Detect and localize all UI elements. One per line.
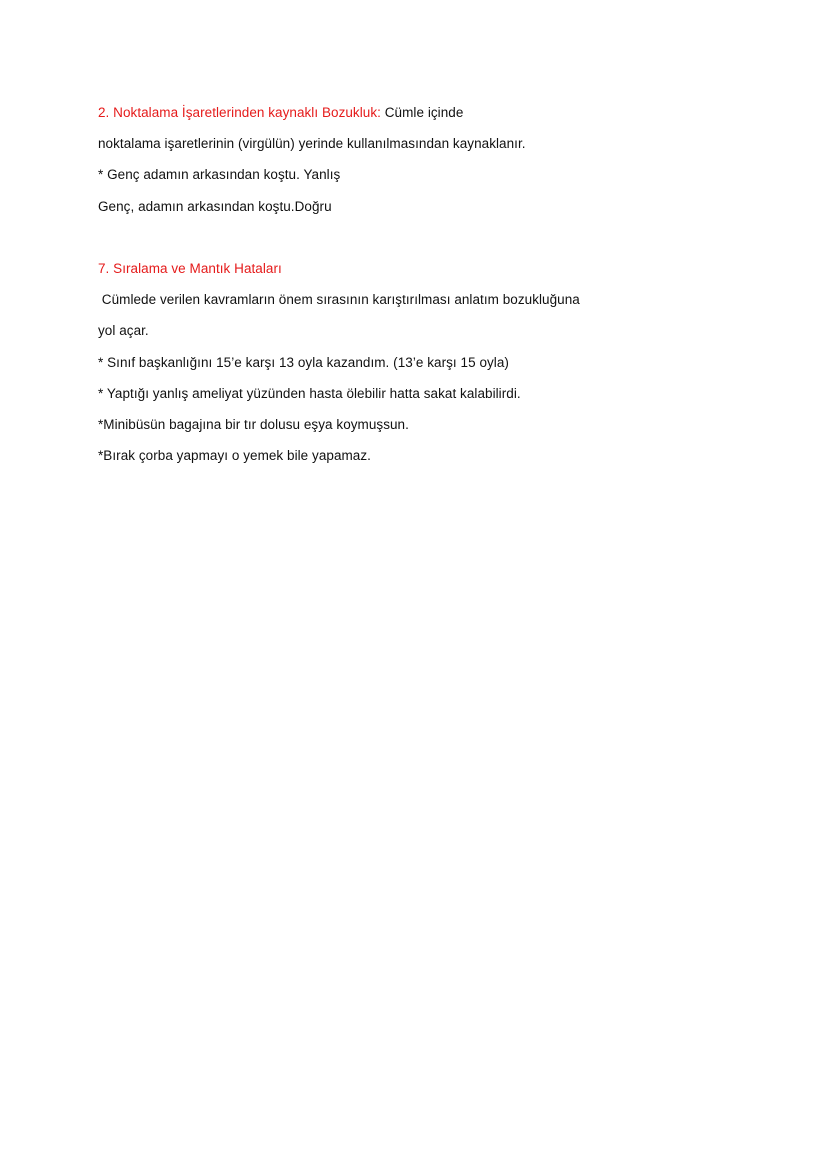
section-2-heading-tail: Cümle içinde [380, 105, 464, 120]
section-2-description: noktalama işaretlerinin (virgülün) yerinde kullanılmasından kaynaklanır. [98, 136, 526, 152]
section-7-example-4: *Bırak çorba yapmayı o yemek bile yapamaz. [98, 448, 371, 464]
section-7-description-line-2: yol açar. [98, 323, 149, 339]
section-2-example-wrong: * Genç adamın arkasından koştu. Yanlış [98, 167, 341, 183]
section-7-example-3: *Minibüsün bagajına bir tır dolusu eşya koymuşsun. [98, 416, 409, 432]
section-2-heading: 2. Noktalama İşaretlerinden kaynaklı Bozukluk: [98, 105, 381, 120]
document-content [98, 97, 738, 471]
section-spacer [98, 222, 738, 253]
section-7-heading: 7. Sıralama ve Mantık Hataları [98, 260, 282, 276]
section-7-example-1: * Sınıf başkanlığını 15’e karşı 13 oyla kazandım. (13’e karşı 15 oyla) [98, 354, 509, 370]
section-7-description-line-1: Cümlede verilen kavramların önem sırasının karıştırılması anlatım bozukluğuna [98, 292, 580, 308]
section-2-heading-line [98, 97, 738, 128]
section-7-example-2: * Yaptığı yanlış ameliyat yüzünden hasta ölebilir hatta sakat kalabilirdi. [98, 385, 521, 401]
section-2-example-right: Genç, adamın arkasından koştu.Doğru [98, 198, 332, 214]
